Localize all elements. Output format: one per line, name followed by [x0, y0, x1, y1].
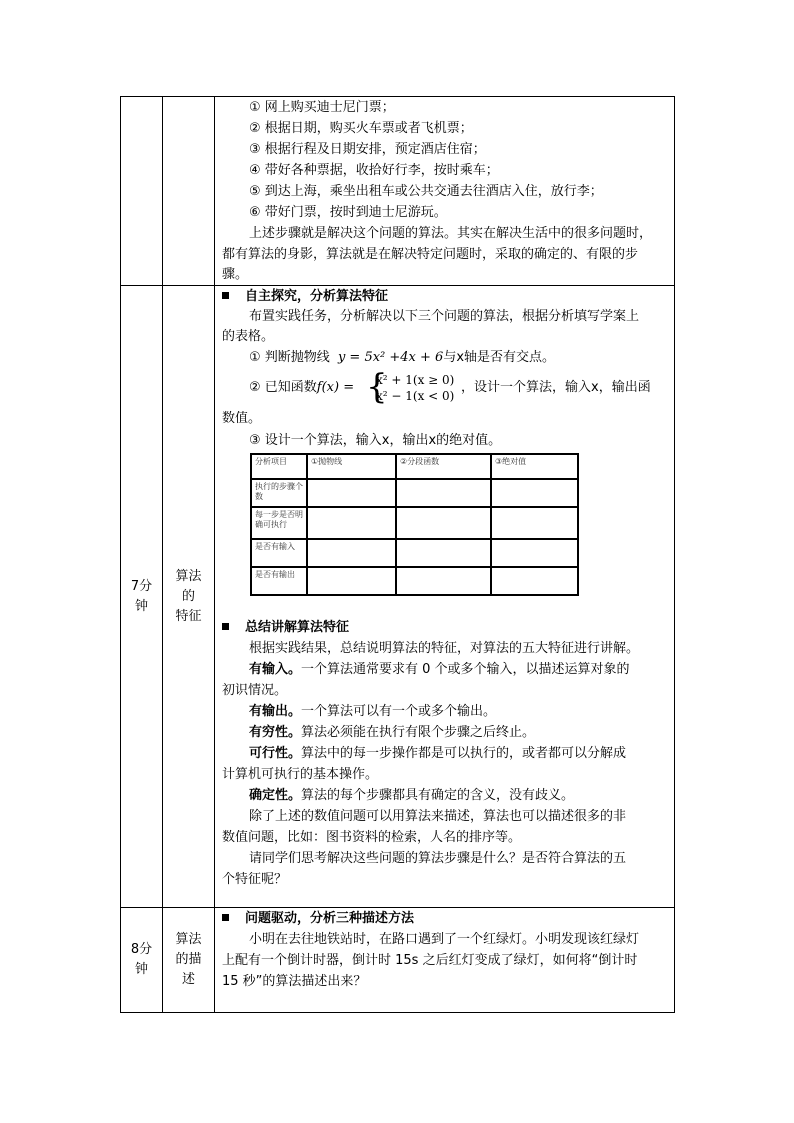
step-2: ② 根据日期，购买火车票或者飞机票；: [249, 121, 473, 136]
feature-input-term: 有输入。: [249, 662, 302, 677]
intro-line-1: 布置实践任务，分析解决以下三个问题的算法，根据分析填写学案上: [249, 309, 640, 324]
question-2-prefix: [249, 378, 354, 398]
piecewise-case-2: x² − 1(x < 0): [376, 389, 455, 403]
row2-topic: [163, 567, 214, 627]
table-row: [251, 479, 578, 507]
table-row: [251, 539, 578, 567]
analysis-table-header: [251, 454, 578, 479]
row2-topic-line-1: 算法: [175, 569, 202, 584]
step-3: ③ 根据行程及日期安排，预定酒店住宿；: [249, 142, 486, 157]
table-row-label: 每一步是否明确可执行: [251, 507, 307, 539]
table-row-label: 是否有输出: [251, 567, 307, 595]
row2-time-line-2: 钟: [134, 599, 148, 614]
row2-time: [121, 577, 162, 617]
heading-problem-driven-text: 问题驱动，分析三种描述方法: [245, 911, 415, 926]
extra-line-4: 个特征呢？: [222, 872, 288, 887]
row3-time-line-2: 钟: [134, 962, 148, 977]
feature-input-cont: 初识情况。: [222, 683, 288, 698]
intro-line-2: 的表格。: [222, 329, 275, 344]
question-2-prefix-text: ② 已知函数: [249, 380, 317, 395]
column-divider-1: [162, 96, 163, 1013]
traffic-light-line-2: 上配有一个倒计时器，倒计时 15s 之后红灯变成了绿灯，如何将“倒计时: [222, 953, 638, 968]
table-header-cell: ②分段函数: [396, 454, 491, 479]
summary-line-2: 都有算法的身影，算法就是在解决特定问题时，采取的确定的、有限的步: [222, 247, 639, 262]
row2-bottom-border: [120, 907, 675, 908]
feature-feasibility-cont: 计算机可执行的基本操作。: [222, 767, 379, 782]
row3-topic-line-3: 述: [181, 972, 195, 987]
table-header-cell: 分析项目: [251, 454, 307, 479]
row3-topic-line-2: 的描: [175, 952, 202, 967]
feature-finiteness: [249, 723, 535, 743]
summary-line-3: 骤。: [222, 267, 249, 282]
table-row-label: 是否有输入: [251, 539, 307, 567]
table-cell: [307, 567, 396, 595]
traffic-light-line-3: 15 秒”的算法描述出来？: [222, 974, 367, 989]
question-1-formula: y = 5x² +4x + 6: [337, 350, 444, 365]
table-cell: [491, 567, 578, 595]
question-2-suffix: ，设计一个算法，输入x，输出函: [461, 380, 651, 395]
table-cell: [396, 539, 491, 567]
extra-line-1: 除了上述的数值问题可以用算法来描述，算法也可以描述很多的非: [249, 809, 627, 824]
feature-output-term: 有输出。: [249, 704, 302, 719]
question-1-suffix: 与x轴是否有交点。: [443, 350, 556, 365]
question-2-func: f(x) =: [316, 380, 355, 395]
table-bottom-border: [120, 1012, 675, 1013]
table-row: [251, 567, 578, 595]
step-5: ⑤ 到达上海，乘坐出租车或公共交通去往酒店入住，放行李；: [249, 184, 603, 199]
square-bullet-icon: [222, 914, 229, 921]
row2-topic-line-3: 特征: [175, 609, 202, 624]
lecture-text: 根据实践结果，总结说明算法的特征，对算法的五大特征进行讲解。: [249, 641, 640, 656]
summary-line-1: 上述步骤就是解决这个问题的算法。其实在解决生活中的很多问题时，: [249, 226, 653, 241]
feature-definiteness-term: 确定性。: [249, 788, 302, 803]
table-top-border: [120, 96, 675, 97]
step-6: ⑥ 带好门票，按时到迪士尼游玩。: [249, 205, 447, 220]
table-header-cell: ③绝对值: [491, 454, 578, 479]
table-cell: [307, 507, 396, 539]
feature-feasibility: [249, 744, 626, 764]
traffic-light-line-1: 小明在去往地铁站时，在路口遇到了一个红绿灯。小明发现该红绿灯: [249, 932, 640, 947]
square-bullet-icon: [222, 623, 229, 630]
table-cell: [396, 507, 491, 539]
heading-self-exploration: [222, 287, 388, 307]
table-cell: [491, 539, 578, 567]
question-3: ③ 设计一个算法，输入x，输出x的绝对值。: [249, 433, 502, 448]
row3-time-line-1: 8分: [130, 942, 153, 957]
question-2-cont: 数值。: [222, 411, 262, 426]
feature-output: [249, 702, 496, 722]
feature-finiteness-text: 算法必须能在执行有限个步骤之后终止。: [301, 725, 536, 740]
row2-time-line-1: 7分: [130, 579, 153, 594]
table-right-border: [674, 96, 675, 1013]
table-cell: [396, 567, 491, 595]
row2-topic-line-2: 的: [181, 589, 195, 604]
analysis-table: [250, 453, 579, 596]
table-cell: [491, 479, 578, 507]
piecewise-case-1: x² + 1(x ≥ 0): [376, 373, 455, 387]
step-4: ④ 带好各种票据，收拾好行李，按时乘车；: [249, 163, 499, 178]
piecewise-brace: {: [366, 367, 388, 407]
feature-definiteness: [249, 786, 574, 806]
feature-finiteness-term: 有穷性。: [249, 725, 302, 740]
row3-topic: [163, 930, 214, 990]
column-divider-2: [214, 96, 215, 1013]
feature-output-text: 一个算法可以有一个或多个输出。: [301, 704, 497, 719]
table-left-border: [120, 96, 121, 1013]
row3-time: [121, 940, 162, 980]
feature-input: [249, 660, 630, 680]
heading-summary-features: [222, 618, 349, 638]
square-bullet-icon: [222, 292, 229, 299]
table-cell: [491, 507, 578, 539]
feature-feasibility-text: 算法中的每一步操作都是可以执行的，或者都可以分解成: [301, 746, 627, 761]
heading-self-exploration-text: 自主探究，分析算法特征: [245, 289, 389, 304]
extra-line-3: 请同学们思考解决这些问题的算法步骤是什么？是否符合算法的五: [249, 851, 627, 866]
table-cell: [307, 539, 396, 567]
question-1: [249, 348, 555, 368]
heading-summary-features-text: 总结讲解算法特征: [245, 620, 350, 635]
table-header-cell: ①抛物线: [307, 454, 396, 479]
step-1: ① 网上购买迪士尼门票；: [249, 100, 395, 115]
row3-topic-line-1: 算法: [175, 932, 202, 947]
feature-input-text: 一个算法通常要求有 0 个或多个输入，以描述运算对象的: [301, 662, 630, 677]
feature-feasibility-term: 可行性。: [249, 746, 302, 761]
heading-problem-driven: [222, 909, 414, 929]
table-cell: [307, 479, 396, 507]
table-cell: [396, 479, 491, 507]
table-row-label: 执行的步骤个数: [251, 479, 307, 507]
row1-bottom-border: [120, 285, 675, 286]
table-row: [251, 507, 578, 539]
question-1-prefix: ① 判断抛物线: [249, 350, 330, 365]
feature-definiteness-text: 算法的每个步骤都具有确定的含义，没有歧义。: [301, 788, 575, 803]
extra-line-2: 数值问题，比如：图书资料的检索，人名的排序等。: [222, 830, 522, 845]
